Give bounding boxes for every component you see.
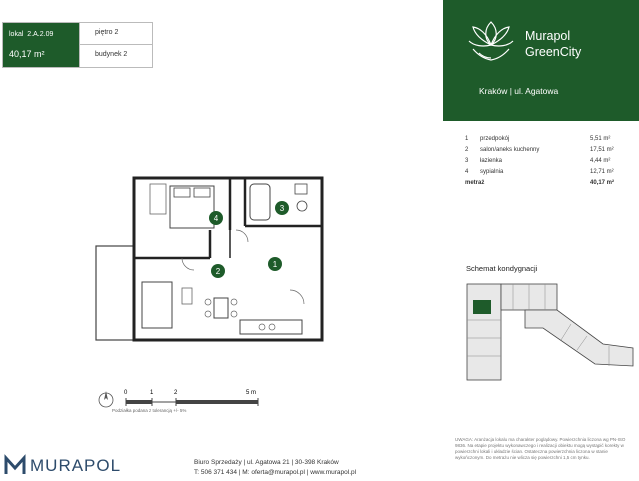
room-marker [211,264,225,278]
unit-id-cell [3,23,79,67]
rooms-table [463,136,633,191]
room-row: 3 łazienka 4,44 m² [465,158,611,164]
scale-tick-label: 2 [174,390,178,396]
scale-tick-label: 1 [150,390,154,396]
brand-name: Murapol GreenCity [525,29,582,59]
unit-area: 40,17 m² [9,49,45,59]
room-row: 2 salon/aneks kuchenny 17,51 m² [465,147,614,153]
balcony [96,246,134,340]
room-row: 4 sypialnia 12,71 m² [465,169,614,175]
apartment-floor-plan [90,170,330,350]
floor-schema-diagram [463,280,635,386]
highlighted-unit [473,300,491,314]
building-cell: budynek 2 [79,45,152,67]
footer-disclaimer: UWAGA: Aranżacja lokalu ma charakter poglądowy. Powierzchnia liczona wg PN-ISO 9836. Na etapie projektu wykonawczego i realizacji obiektu mogą wystąpić korekty w powierzchni lokali i układzie ścian. Ostateczna powierzchnia liczona w stanie wykończonym. Do metrażu nie wlicza się powierzchni 1,5 cm tynku. [455,437,626,460]
room-row: 1 przedpokój 5,51 m² [465,136,611,142]
greencity-flower-logo-icon [465,16,517,66]
murapol-logo-icon [4,454,26,481]
floor-cell: piętro 2 [79,23,152,45]
room-marker [268,257,282,271]
footer-logo-text: MURAPOL [30,456,122,475]
svg-text:3: 3 [279,204,285,213]
svg-text:1: 1 [272,260,278,269]
floor-schema-title: Schemat kondygnacji [466,264,538,273]
scale-tick-label: 0 [124,390,128,396]
scale-note: Podziałka podana z tolerancją +/- 5% [112,408,187,413]
scale-tick-label: 5 m [246,390,257,396]
total-row: metraż 40,17 m² [465,180,615,186]
footer-address: Biuro Sprzedaży | ul. Agatowa 21 | 30-398 Kraków T: 506 371 434 | M: oferta@murapol.pl | www.murapol.pl [194,459,357,476]
unit-number: lokal 2.A.2.09 [9,31,54,38]
unit-info-table [2,22,153,68]
svg-text:4: 4 [213,214,219,223]
room-marker [275,201,289,215]
room-marker [209,211,223,225]
brand-location: Kraków | ul. Agatowa [479,86,559,96]
svg-text:2: 2 [215,267,221,276]
brand-panel [443,0,639,121]
